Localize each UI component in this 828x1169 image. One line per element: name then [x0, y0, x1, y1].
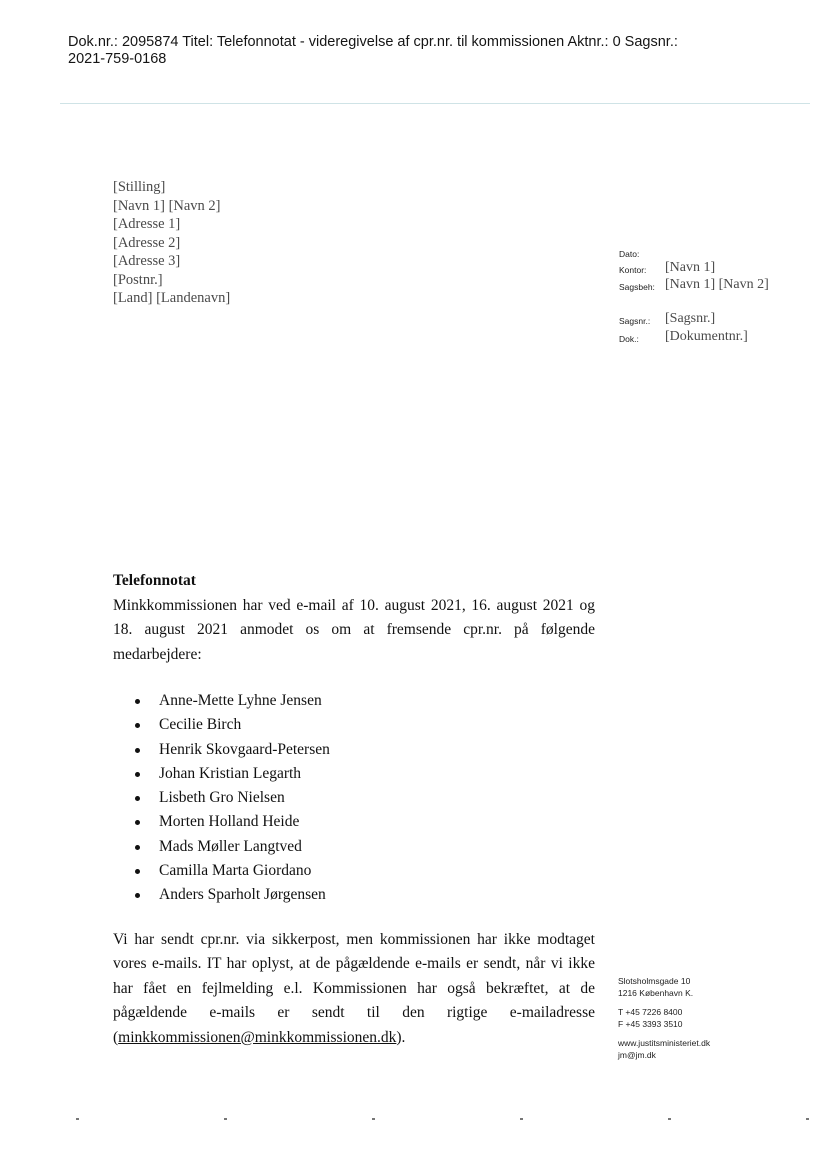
- header-line-2: 2021-759-0168: [68, 51, 167, 67]
- scan-dot: [668, 1118, 671, 1120]
- scan-dot: [224, 1118, 227, 1120]
- scan-artifact-line: [60, 103, 810, 104]
- meta-dok-value: [Dokumentnr.]: [665, 329, 748, 344]
- footer-email: jm@jm.dk: [618, 1049, 656, 1060]
- memo-title: Telefonnotat: [113, 572, 196, 589]
- list-item: Johan Kristian Legarth: [113, 762, 595, 786]
- meta-sagsnr-label: Sagsnr.:: [619, 316, 651, 326]
- document-header: [68, 34, 808, 68]
- meta-row-dok: [619, 329, 779, 347]
- footer-web: www.justitsministeriet.dk: [618, 1038, 711, 1048]
- meta-dok-label: Dok.:: [619, 334, 639, 344]
- footer-street: Slotsholmsgade 10: [618, 976, 691, 986]
- meta-dato-label: Dato:: [619, 249, 640, 259]
- recipient-line-adresse-1: [Adresse 1]: [113, 216, 181, 232]
- footer-spacer: [618, 999, 710, 1007]
- recipient-line-adresse-3: [Adresse 3]: [113, 253, 181, 269]
- list-item: Mads Møller Langtved: [113, 835, 595, 859]
- recipient-line-navn: [Navn 1] [Navn 2]: [113, 197, 221, 214]
- recipient-line-postnr: [Postnr.]: [113, 271, 163, 288]
- closing-text-after: ).: [396, 1028, 406, 1046]
- closing-text-before: Vi har sendt cpr.nr. via sikkerpost, men kommissionen har ikke modtaget vores e-mails. IT har oplyst, at de pågældende e-mails er sendt, når vi ikke har fået en fejlmelding e.l. Kommissionen har også bekræftet, at de pågældende e-mails er sendt til den rigtige e-mailadresse (: [113, 930, 595, 1046]
- recipient-line-stilling: [Stilling]: [113, 179, 166, 195]
- list-item: Anders Sparholt Jørgensen: [113, 883, 595, 907]
- document-metadata: [619, 244, 779, 347]
- scan-dot: [806, 1118, 809, 1120]
- employee-name-list: [113, 689, 595, 908]
- meta-sagsbeh-label: Sagsbeh:: [619, 282, 655, 292]
- recipient-address-block: [113, 178, 230, 308]
- scan-dot: [372, 1118, 375, 1120]
- scan-dot: [520, 1118, 523, 1120]
- scan-dot: [76, 1118, 79, 1120]
- footer-spacer: [618, 1030, 710, 1038]
- list-item: Morten Holland Heide: [113, 810, 595, 834]
- memo-body: [113, 569, 595, 1050]
- meta-row-dato: [619, 244, 779, 260]
- header-line-1: Dok.nr.: 2095874 Titel: Telefonnotat - videregivelse af cpr.nr. til kommissionen Aktnr.: 0 Sagsnr.:: [68, 34, 678, 50]
- meta-sagsbeh-value: [Navn 1] [Navn 2]: [665, 277, 769, 292]
- meta-kontor-value: [Navn 1]: [665, 260, 716, 275]
- list-item: Anne-Mette Lyhne Jensen: [113, 689, 595, 713]
- meta-row-sagsbeh: [619, 277, 779, 311]
- memo-closing-paragraph: [113, 928, 595, 1051]
- list-item: Lisbeth Gro Nielsen: [113, 786, 595, 810]
- commission-email-link[interactable]: minkkommissionen@minkkommissionen.dk: [118, 1028, 397, 1046]
- recipient-line-land: [Land] [Landenavn]: [113, 290, 231, 306]
- recipient-line-adresse-2: [Adresse 2]: [113, 234, 181, 251]
- footer-city: 1216 København K.: [618, 987, 694, 998]
- footer-fax: F +45 3393 3510: [618, 1018, 683, 1029]
- list-item: Cecilie Birch: [113, 713, 595, 737]
- meta-row-kontor: [619, 260, 779, 277]
- footer-phone: T +45 7226 8400: [618, 1007, 683, 1017]
- meta-sagsnr-value: [Sagsnr.]: [665, 311, 716, 326]
- list-item: Camilla Marta Giordano: [113, 859, 595, 883]
- list-item: Henrik Skovgaard-Petersen: [113, 738, 595, 762]
- meta-kontor-label: Kontor:: [619, 265, 647, 275]
- ministry-contact-block: [618, 976, 710, 1061]
- meta-row-sagsnr: [619, 311, 779, 329]
- memo-intro-paragraph: Minkkommissionen har ved e-mail af 10. august 2021, 16. august 2021 og 18. august 2021 anmodet os om at fremsende cpr.nr. på følgende medarbejdere:: [113, 596, 595, 663]
